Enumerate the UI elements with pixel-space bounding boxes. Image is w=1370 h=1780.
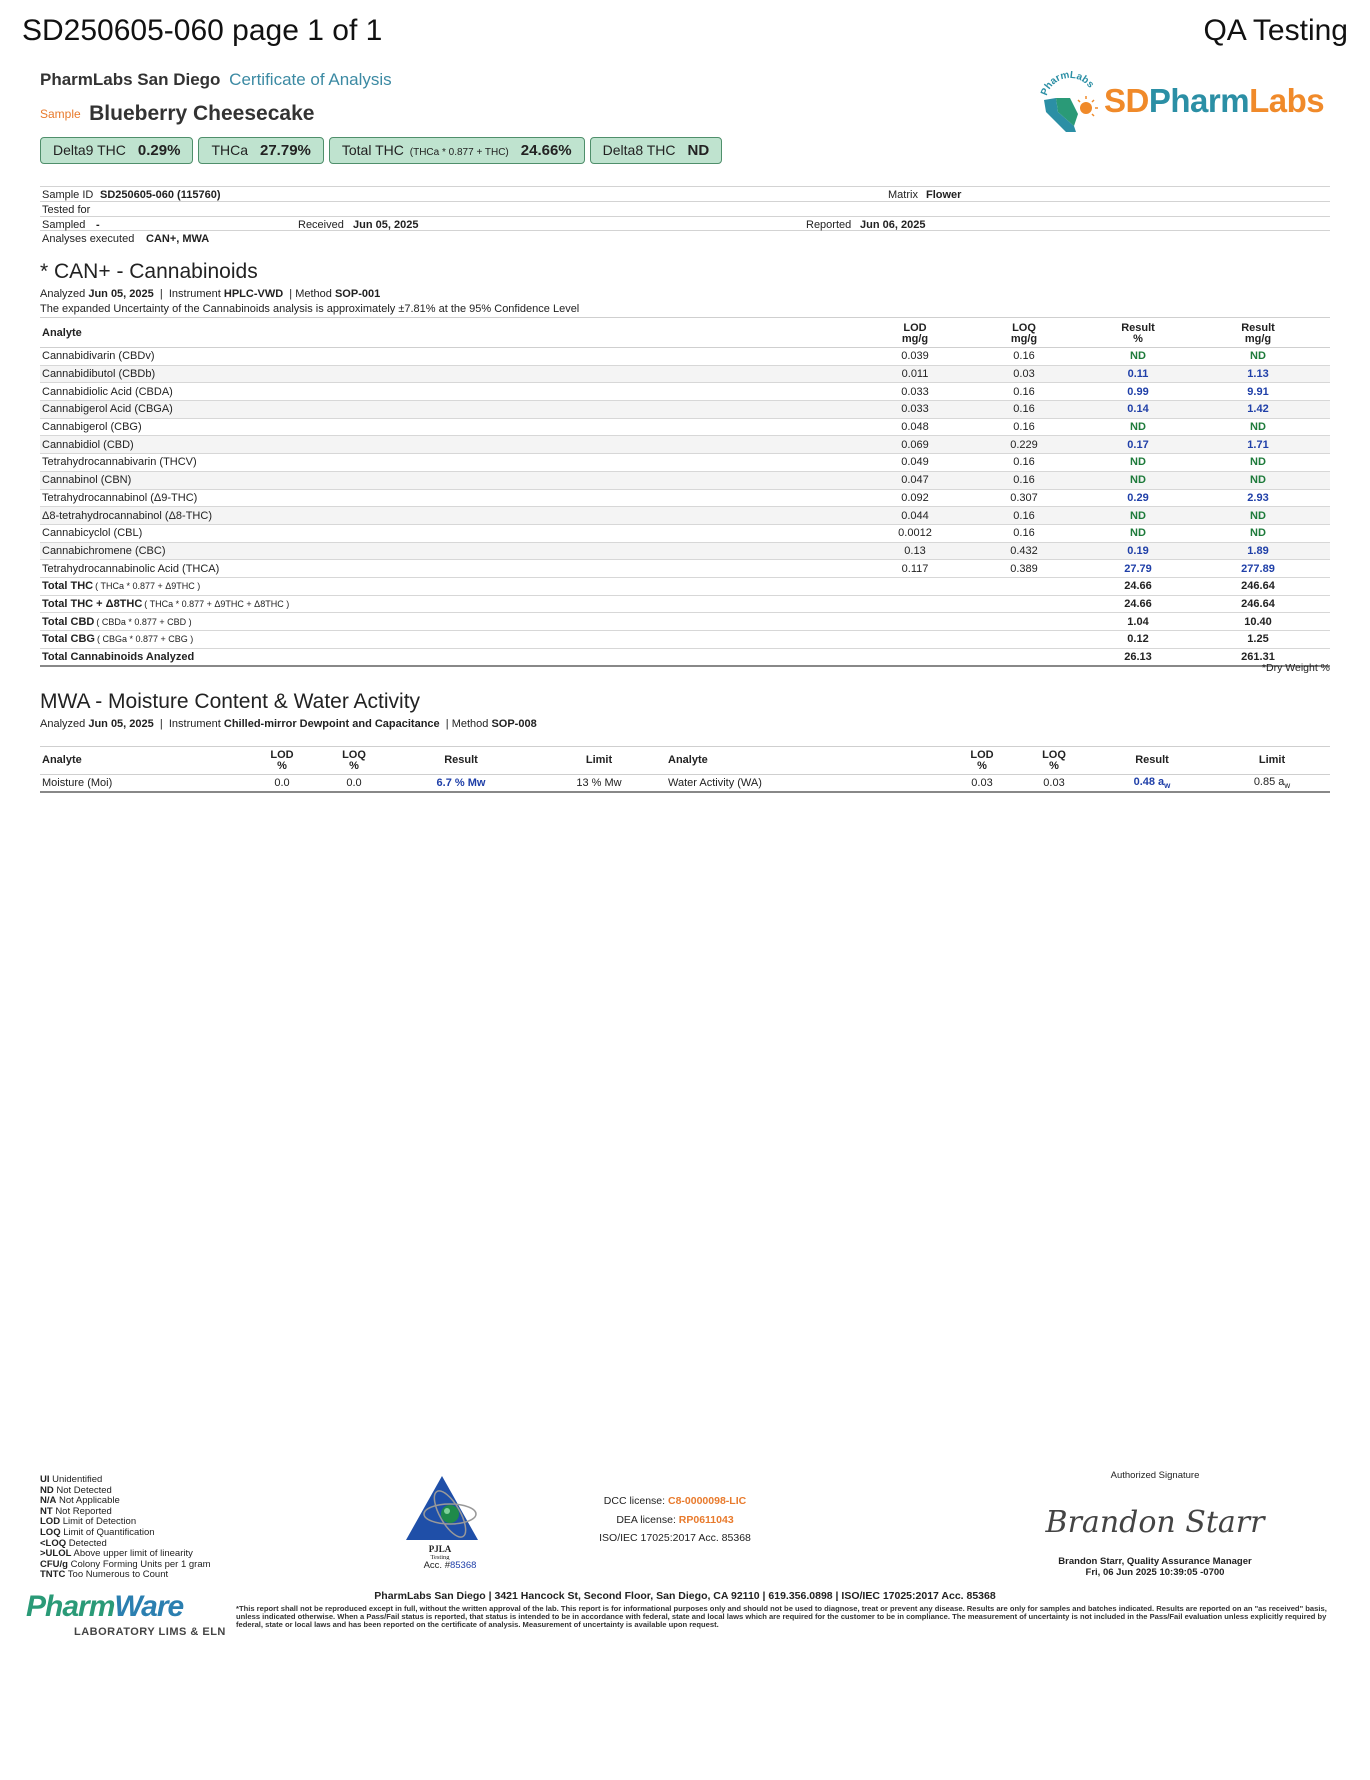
analyte-lod: 0.033 xyxy=(872,383,958,401)
analyte-result-mgg: ND xyxy=(1186,454,1330,472)
lab-address: PharmLabs San Diego | 3421 Hancock St, Second Floor, San Diego, CA 92110 | 619.356.0898 | ISO/IEC 17025:2017 Acc. 85368 xyxy=(374,1590,996,1602)
analyses-value: CAN+, MWA xyxy=(146,233,210,245)
total-result-mgg: 1.25 xyxy=(1186,631,1330,649)
analyte-result-pct: 0.14 xyxy=(1090,401,1186,419)
analyte-loq: 0.16 xyxy=(958,383,1090,401)
legend-item: NT Not Reported xyxy=(40,1505,112,1517)
col-result-pct: Result % xyxy=(1090,318,1186,348)
analyte-lod: 0.047 xyxy=(872,471,958,489)
analyte-name: Cannabidivarin (CBDv) xyxy=(40,348,872,366)
table-row xyxy=(40,436,1330,454)
analyte-name: Tetrahydrocannabinol (Δ9-THC) xyxy=(40,489,872,507)
badge-label: THCa xyxy=(211,142,248,158)
total-result-pct: 1.04 xyxy=(1090,613,1186,631)
col-lod: LOD mg/g xyxy=(872,318,958,348)
analyte-name: Tetrahydrocannabinolic Acid (THCA) xyxy=(40,560,872,578)
svg-text:Brandon Starr: Brandon Starr xyxy=(1045,1505,1265,1540)
total-row xyxy=(40,577,1330,595)
sample-name: Blueberry Cheesecake xyxy=(89,102,315,125)
analyte-loq: 0.16 xyxy=(958,418,1090,436)
analyte-name: Cannabidibutol (CBDb) xyxy=(40,365,872,383)
total-result-pct: 24.66 xyxy=(1090,595,1186,613)
legend-item: TNTC Too Numerous to Count xyxy=(40,1569,169,1581)
total-result-pct: 24.66 xyxy=(1090,577,1186,595)
analyte-result-mgg: 9.91 xyxy=(1186,383,1330,401)
badge-value: 0.29% xyxy=(137,142,181,159)
table-row xyxy=(40,418,1330,436)
analyte-result-mgg: 1.42 xyxy=(1186,401,1330,419)
legend-item: >ULOL Above upper limit of linearity xyxy=(40,1548,193,1560)
analyte-result-pct: ND xyxy=(1090,418,1186,436)
logo-wordmark xyxy=(1104,82,1324,120)
analyte-lod: 0.117 xyxy=(872,560,958,578)
lab-title xyxy=(40,70,392,90)
total-result-pct: 0.12 xyxy=(1090,631,1186,649)
analyte-loq: 0.16 xyxy=(958,454,1090,472)
pjla-accreditation xyxy=(400,1472,500,1572)
info-row xyxy=(40,201,1330,216)
can-meta: Analyzed Jun 05, 2025 | Instrument HPLC-VWD | Method SOP-001 xyxy=(40,288,381,300)
analyte-name: Cannabichromene (CBC) xyxy=(40,542,872,560)
sdpharmlabs-logo xyxy=(1036,68,1326,134)
analyte-result-pct: 27.79 xyxy=(1090,560,1186,578)
analyte-name: Cannabigerol Acid (CBGA) xyxy=(40,401,872,419)
badge-value: 24.66% xyxy=(520,142,572,159)
total-result-mgg: 246.64 xyxy=(1186,595,1330,613)
analyte-result-pct: 0.17 xyxy=(1090,436,1186,454)
received-value: Jun 05, 2025 xyxy=(353,219,419,231)
badge-label: Delta9 THC xyxy=(53,142,126,158)
analyte-result-pct: 0.29 xyxy=(1090,489,1186,507)
moisture-name: Moisture (Moi) xyxy=(40,775,246,792)
lab-name: PharmLabs San Diego xyxy=(40,70,221,89)
legend-item: LOD Limit of Detection xyxy=(40,1516,137,1528)
water-activity-loq: 0.03 xyxy=(1018,775,1090,792)
table-row xyxy=(40,365,1330,383)
abbreviation-legend xyxy=(40,1475,211,1581)
analyte-name: Tetrahydrocannabivarin (THCV) xyxy=(40,454,872,472)
mwa-meta: Analyzed Jun 05, 2025 | Instrument Chilled-mirror Dewpoint and Capacitance | Method SOP-008 xyxy=(40,718,537,730)
analyte-lod: 0.011 xyxy=(872,365,958,383)
table-row xyxy=(40,524,1330,542)
moisture-lod: 0.0 xyxy=(246,775,318,792)
analyte-result-pct: 0.11 xyxy=(1090,365,1186,383)
moisture-limit: 13 % Mw xyxy=(532,775,666,792)
sample-id-value: SD250605-060 (115760) xyxy=(100,189,221,201)
logo-labs: Labs xyxy=(1249,82,1325,119)
analyte-lod: 0.0012 xyxy=(872,524,958,542)
analyte-result-pct: ND xyxy=(1090,471,1186,489)
total-name: Total THC + Δ8THC ( THCa * 0.877 + Δ9THC + Δ8THC ) xyxy=(40,595,872,613)
badge-total-thc xyxy=(329,137,585,164)
badge-label: Delta8 THC xyxy=(602,142,676,158)
pharmware-sub: LABORATORY LIMS & ELN xyxy=(74,1626,226,1638)
analyte-result-pct: ND xyxy=(1090,524,1186,542)
analyte-result-pct: ND xyxy=(1090,507,1186,525)
can-uncertainty: The expanded Uncertainty of the Cannabinoids analysis is approximately ±7.81% at the 95% Confidence Level xyxy=(40,303,580,315)
total-name: Total CBG ( CBGa * 0.877 + CBG ) xyxy=(40,631,872,649)
sample-label: Sample xyxy=(40,107,81,121)
total-result-mgg: 246.64 xyxy=(1186,577,1330,595)
moisture-loq: 0.0 xyxy=(318,775,390,792)
table-header: Analyte LOD % LOQ % Result Limit Analyte LOD % LOQ % Result Limit xyxy=(40,747,1330,775)
water-activity-name: Water Activity (WA) xyxy=(666,775,946,792)
analyte-name: Cannabidiol (CBD) xyxy=(40,436,872,454)
iso-accreditation: ISO/IEC 17025:2017 Acc. 85368 xyxy=(599,1532,751,1544)
sampled-label: Sampled xyxy=(42,219,86,231)
badge-delta9-thc xyxy=(40,137,193,164)
california-state-icon xyxy=(1036,68,1106,134)
potency-badges xyxy=(40,137,727,165)
table-header xyxy=(40,318,1330,348)
legend-item: N/A Not Applicable xyxy=(40,1495,120,1507)
analyte-lod: 0.092 xyxy=(872,489,958,507)
analyte-lod: 0.049 xyxy=(872,454,958,472)
info-row xyxy=(40,216,1330,231)
table-row xyxy=(40,471,1330,489)
table-row xyxy=(40,489,1330,507)
table-row xyxy=(40,542,1330,560)
analyte-loq: 0.16 xyxy=(958,524,1090,542)
table-row xyxy=(40,775,1330,792)
analyte-lod: 0.069 xyxy=(872,436,958,454)
col-loq: LOQ mg/g xyxy=(958,318,1090,348)
analyte-result-mgg: 1.13 xyxy=(1186,365,1330,383)
analyte-loq: 0.16 xyxy=(958,401,1090,419)
moisture-table xyxy=(40,746,1330,793)
sample-id-label: Sample ID xyxy=(42,189,94,201)
analyte-result-mgg: ND xyxy=(1186,348,1330,366)
analyte-lod: 0.033 xyxy=(872,401,958,419)
water-activity-result: 0.48 $a_w$ xyxy=(1090,775,1214,792)
total-row xyxy=(40,648,1330,666)
pharmware-wordmark: PharmWare xyxy=(26,1590,184,1623)
total-result-mgg: 261.31 xyxy=(1186,648,1330,666)
analyte-name: Cannabigerol (CBG) xyxy=(40,418,872,436)
table-row xyxy=(40,383,1330,401)
analyte-result-mgg: ND xyxy=(1186,524,1330,542)
analyte-loq: 0.03 xyxy=(958,365,1090,383)
analyte-result-mgg: 2.93 xyxy=(1186,489,1330,507)
badge-label: Total THC xyxy=(341,142,404,158)
badge-thca xyxy=(198,137,323,164)
legend-item: CFU/g Colony Forming Units per 1 gram xyxy=(40,1558,211,1570)
table-row xyxy=(40,401,1330,419)
pjla-acc: Acc. #85368 xyxy=(423,1560,477,1571)
analyte-result-mgg: 1.71 xyxy=(1186,436,1330,454)
dcc-license: DCC license: C8-0000098-LIC xyxy=(603,1495,747,1507)
info-row xyxy=(40,186,1330,201)
analyte-result-mgg: ND xyxy=(1186,471,1330,489)
badge-value: ND xyxy=(687,142,710,159)
sample-title xyxy=(40,102,314,126)
handwritten-signature-image xyxy=(1040,1490,1270,1550)
legend-item: UI Unidentified xyxy=(40,1474,103,1485)
legend-item: ND Not Detected xyxy=(40,1484,112,1496)
analyte-loq: 0.16 xyxy=(958,471,1090,489)
analyte-result-mgg: 277.89 xyxy=(1186,560,1330,578)
table-row xyxy=(40,507,1330,525)
legend-item: <LOQ Detected xyxy=(40,1537,107,1549)
logo-pharm: Pharm xyxy=(1148,82,1250,119)
analyte-loq: 0.16 xyxy=(958,348,1090,366)
svg-text:PharmLabs xyxy=(1039,70,1096,97)
analyte-result-mgg: ND xyxy=(1186,418,1330,436)
received-label: Received xyxy=(298,219,344,231)
matrix-label: Matrix xyxy=(888,189,918,201)
logo-arc-text: PharmLabs xyxy=(1039,69,1096,98)
sampled-value: - xyxy=(96,219,100,231)
analyte-loq: 0.389 xyxy=(958,560,1090,578)
analyte-result-mgg: 1.89 xyxy=(1186,542,1330,560)
table-row xyxy=(40,454,1330,472)
total-row xyxy=(40,631,1330,649)
pjla-logo-icon xyxy=(400,1472,500,1560)
disclaimer: *This report shall not be reproduced except in full, without the written approval of the lab. This report is for informational purposes only and should not be used to diagnose, treat or prevent any disease. Results are only for samples and batches indicated. Results are reported on an "as received" basis, unless indicated otherwise. When a Pass/Fail status is reported, that status is intended to be in accordance with federal, state and local laws which are required for the customer to be in compliance. The measurement of uncertainty is not included in the Pass/Fail evaluation unless explicitly required by federal, state or local laws and has been reported on the certificate of analysis. Measurement of uncertainty is available upon request. xyxy=(236,1604,1327,1629)
authorized-signature xyxy=(1040,1470,1270,1578)
page-category: QA Testing xyxy=(1203,14,1348,47)
analyte-result-mgg: ND xyxy=(1186,507,1330,525)
total-row xyxy=(40,613,1330,631)
analyte-name: Cannabinol (CBN) xyxy=(40,471,872,489)
table-row xyxy=(40,560,1330,578)
total-row xyxy=(40,595,1330,613)
analyses-label: Analyses executed xyxy=(42,233,135,245)
analyte-name: Δ8-tetrahydrocannabinol (Δ8-THC) xyxy=(40,507,872,525)
sample-info xyxy=(40,186,1330,246)
water-activity-lod: 0.03 xyxy=(946,775,1018,792)
col-result-mgg: Result mg/g xyxy=(1186,318,1330,348)
analyte-result-pct: 0.99 xyxy=(1090,383,1186,401)
table-row xyxy=(40,348,1330,366)
total-result-pct: 26.13 xyxy=(1090,648,1186,666)
moisture-result: 6.7 % Mw xyxy=(390,775,532,792)
col-analyte: Analyte xyxy=(40,318,872,348)
analyte-lod: 0.044 xyxy=(872,507,958,525)
licenses xyxy=(560,1492,790,1548)
tested-for-label: Tested for xyxy=(42,204,91,216)
total-result-mgg: 10.40 xyxy=(1186,613,1330,631)
pjla-mark: PJLA xyxy=(428,1544,452,1554)
analyte-result-pct: 0.19 xyxy=(1090,542,1186,560)
total-name: Total CBD ( CBDa * 0.877 + CBD ) xyxy=(40,613,872,631)
reported-value: Jun 06, 2025 xyxy=(860,219,926,231)
total-name: Total THC ( THCa * 0.877 + Δ9THC ) xyxy=(40,577,872,595)
reported-label: Reported xyxy=(806,219,852,231)
analyte-loq: 0.307 xyxy=(958,489,1090,507)
water-activity-limit: 0.85 $a_w$ xyxy=(1214,775,1330,792)
analyte-name: Cannabidiolic Acid (CBDA) xyxy=(40,383,872,401)
info-row xyxy=(40,231,1330,246)
matrix-value: Flower xyxy=(926,189,962,201)
analyte-lod: 0.13 xyxy=(872,542,958,560)
badge-value: 27.79% xyxy=(260,142,311,159)
analyte-lod: 0.039 xyxy=(872,348,958,366)
analyte-lod: 0.048 xyxy=(872,418,958,436)
analyte-result-pct: ND xyxy=(1090,454,1186,472)
analyte-name: Cannabicyclol (CBL) xyxy=(40,524,872,542)
dry-weight-note: *Dry Weight % xyxy=(1261,662,1330,674)
signatory: Brandon Starr, Quality Assurance Manager Fri, 06 Jun 2025 10:39:05 -0700 xyxy=(1058,1556,1252,1578)
pharmware-logo xyxy=(26,1590,226,1650)
analyte-loq: 0.229 xyxy=(958,436,1090,454)
pjla-sub: Testing xyxy=(430,1554,450,1560)
analyte-loq: 0.432 xyxy=(958,542,1090,560)
total-name: Total Cannabinoids Analyzed xyxy=(40,648,872,666)
page-header xyxy=(22,14,1348,54)
badge-formula: (THCa * 0.877 + THC) xyxy=(409,147,509,158)
cannabinoids-table xyxy=(40,317,1330,667)
analyte-result-pct: ND xyxy=(1090,348,1186,366)
badge-delta8-thc xyxy=(590,137,723,164)
signature-label: Authorized Signature xyxy=(1110,1470,1200,1481)
analyte-loq: 0.16 xyxy=(958,507,1090,525)
legend-item: LOQ Limit of Quantification xyxy=(40,1526,155,1538)
page-id: SD250605-060 page 1 of 1 xyxy=(22,14,383,47)
mwa-section-title: MWA - Moisture Content & Water Activity xyxy=(40,690,421,713)
can-section-title: * CAN+ - Cannabinoids xyxy=(40,260,258,283)
dea-license: DEA license: RP0611043 xyxy=(616,1513,734,1526)
logo-sd: SD xyxy=(1104,82,1149,119)
doc-type: Certificate of Analysis xyxy=(229,70,392,89)
